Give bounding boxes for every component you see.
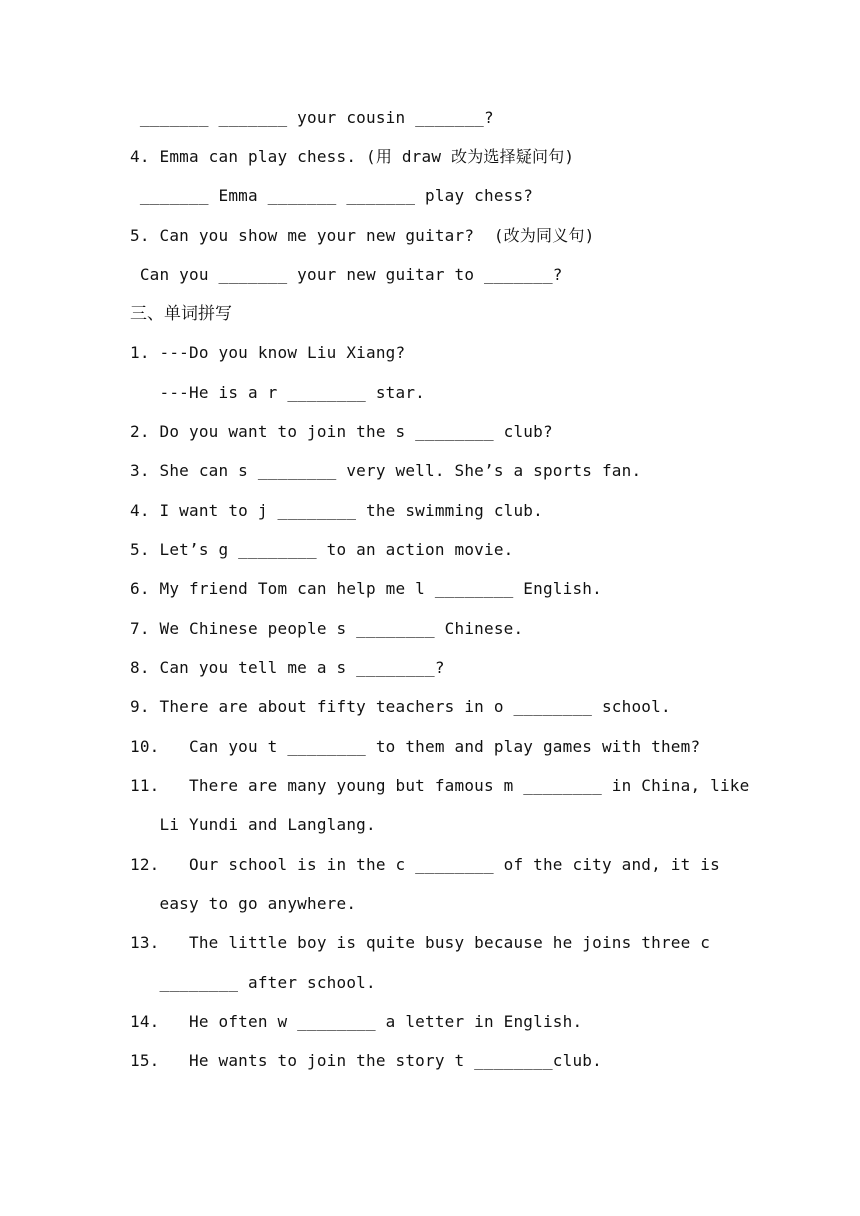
spelling-line-1: 1. ---Do you know Liu Xiang? xyxy=(130,343,406,362)
spelling-line-7: 6. My friend Tom can help me l ________ English. xyxy=(130,579,602,598)
rewrite-line-1: _______ _______ your cousin _______? xyxy=(130,108,494,127)
spelling-line-4: 3. She can s ________ very well. She’s a sports fan. xyxy=(130,461,642,480)
spelling-line-18: 14. He often w ________ a letter in English. xyxy=(130,1012,583,1031)
spelling-line-19: 15. He wants to join the story t ________club. xyxy=(130,1051,602,1070)
rewrite-line-3: _______ Emma _______ _______ play chess? xyxy=(130,186,534,205)
spelling-line-3: 2. Do you want to join the s ________ club? xyxy=(130,422,553,441)
rewrite-line-4: 5. Can you show me your new guitar? (改为同义句) xyxy=(130,226,595,245)
spelling-line-14: 12. Our school is in the c ________ of the city and, it is xyxy=(130,855,720,874)
spelling-line-11: 10. Can you t ________ to them and play games with them? xyxy=(130,737,701,756)
spelling-line-8: 7. We Chinese people s ________ Chinese. xyxy=(130,619,524,638)
spelling-line-6: 5. Let’s g ________ to an action movie. xyxy=(130,540,514,559)
spelling-line-12: 11. There are many young but famous m ________ in China, like xyxy=(130,776,750,795)
spelling-line-10: 9. There are about fifty teachers in o ________ school. xyxy=(130,697,671,716)
spelling-line-15: easy to go anywhere. xyxy=(130,894,357,913)
spelling-line-5: 4. I want to j ________ the swimming club. xyxy=(130,501,543,520)
rewrite-line-2: 4. Emma can play chess. (用 draw 改为选择疑问句) xyxy=(130,147,575,166)
spelling-line-13: Li Yundi and Langlang. xyxy=(130,815,376,834)
rewrite-line-5: Can you _______ your new guitar to _______? xyxy=(130,265,563,284)
spelling-section-title: 三、单词拼写 xyxy=(130,304,232,324)
spelling-line-2: ---He is a r ________ star. xyxy=(130,383,425,402)
spelling-line-16: 13. The little boy is quite busy because he joins three c xyxy=(130,933,711,952)
spelling-line-17: ________ after school. xyxy=(130,973,376,992)
spelling-line-9: 8. Can you tell me a s ________? xyxy=(130,658,445,677)
